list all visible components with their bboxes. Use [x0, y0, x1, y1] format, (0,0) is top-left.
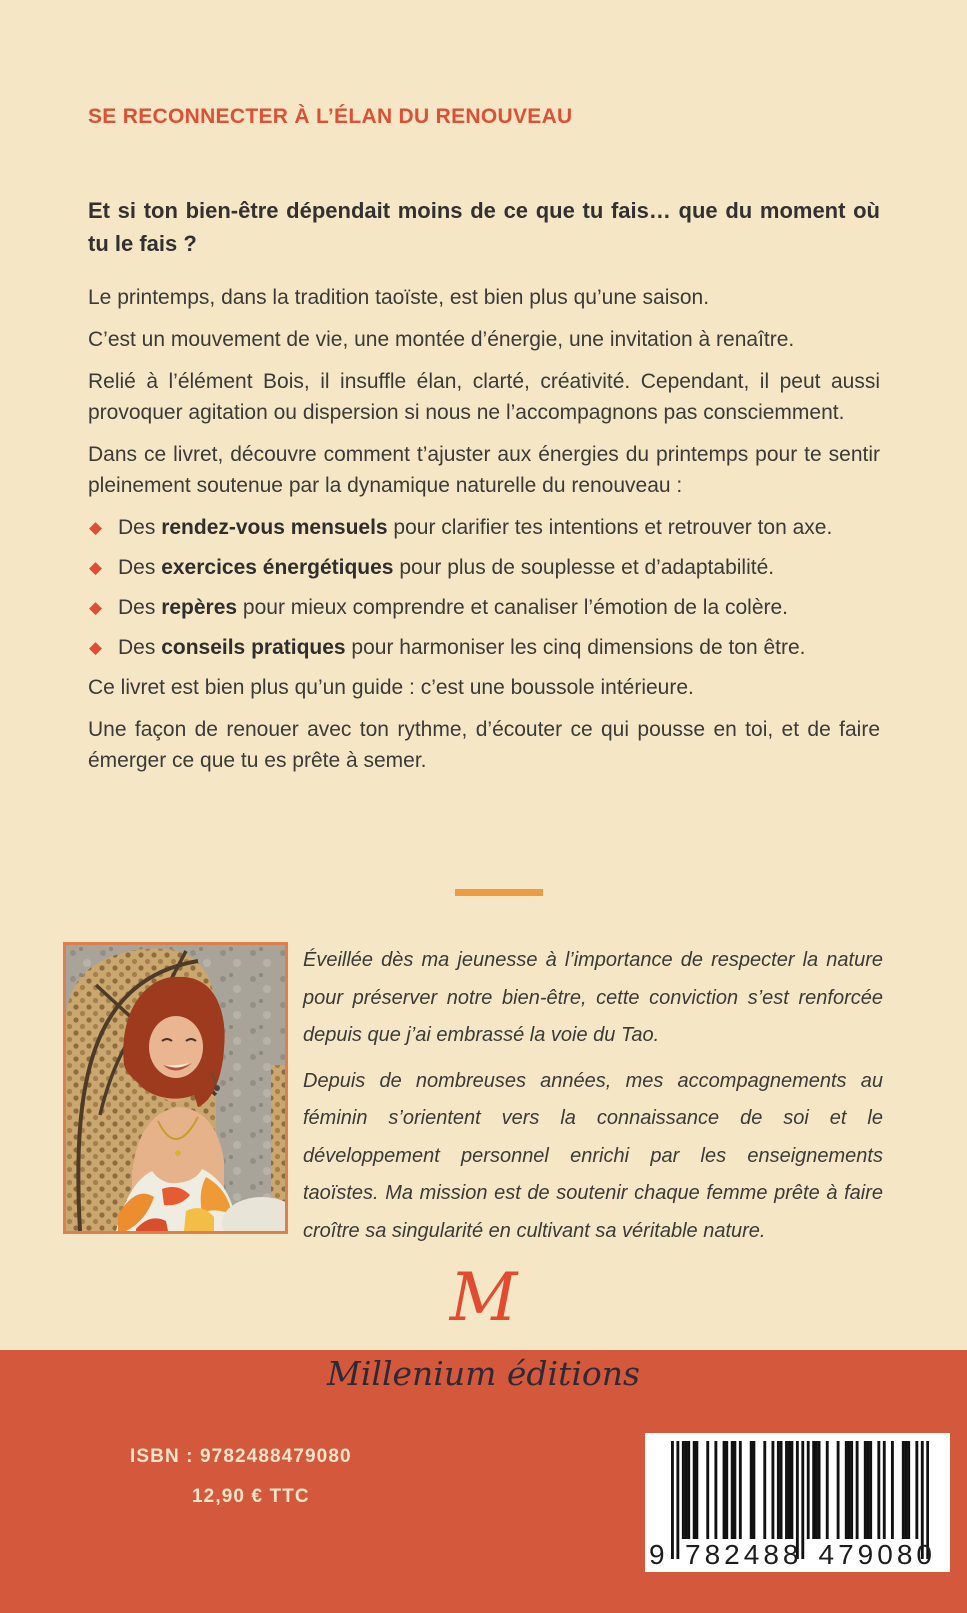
paragraph: Le printemps, dans la tradition taoïste, est bien plus qu’une saison. — [88, 286, 710, 309]
diamond-bullet-icon: ◆ — [89, 598, 103, 617]
feature-text-pre: Des — [118, 596, 162, 619]
author-photo — [63, 942, 288, 1234]
feature-text-post: pour mieux comprendre et canaliser l’émotion de la colère. — [237, 596, 789, 619]
feature-item — [88, 552, 880, 583]
paragraph: Dans ce livret, découvre comment t’ajuster aux énergies du printemps pour te sentir pleinement soutenue par la dynamique naturelle du renouveau : — [88, 443, 880, 497]
feature-text-pre: Des — [118, 556, 162, 579]
feature-text-pre: Des — [118, 636, 162, 659]
paragraph: Une façon de renouer avec ton rythme, d’écouter ce qui pousse en toi, et de faire émerger ce que tu es prête à semer. — [88, 718, 880, 772]
feature-text-post: pour clarifier tes intentions et retrouver ton axe. — [387, 516, 833, 539]
price-text: 12,90 € TTC — [192, 1486, 310, 1507]
isbn-text: ISBN : 9782488479080 — [130, 1446, 352, 1467]
feature-text-bold: conseils pratiques — [161, 636, 346, 659]
diamond-bullet-icon: ◆ — [89, 638, 103, 657]
barcode-digit-group: 9 — [649, 1539, 665, 1570]
feature-text-post: pour plus de souplesse et d’adaptabilité. — [393, 556, 775, 579]
publisher-band — [0, 1350, 967, 1613]
author-bio — [303, 942, 883, 1258]
feature-text-bold: rendez-vous mensuels — [161, 516, 388, 539]
barcode-digit-group: 479080 — [818, 1539, 936, 1570]
paragraph: C’est un mouvement de vie, une montée d’énergie, une invitation à renaître. — [88, 328, 795, 351]
author-section — [63, 942, 883, 1258]
feature-text-bold: exercices énergétiques — [161, 556, 394, 579]
paragraph: Relié à l’élément Bois, il insuffle élan, clarté, créativité. Cependant, il peut aussi provoquer agitation ou dispersion si nous ne l’accompagnons pas consciemment. — [88, 370, 880, 424]
hook-question: Et si ton bien-être dépendait moins de ce que tu fais… que du moment où tu le fais ? — [88, 198, 880, 256]
paragraph: Ce livret est bien plus qu’un guide : c’est une boussole intérieure. — [88, 676, 694, 699]
barcode — [645, 1433, 950, 1572]
diamond-bullet-icon: ◆ — [89, 558, 103, 577]
barcode-digits — [649, 1540, 944, 1570]
feature-list — [88, 512, 880, 663]
diamond-bullet-icon: ◆ — [89, 518, 103, 537]
author-photo-illustration — [66, 945, 285, 1231]
author-bio-paragraph: Depuis de nombreuses années, mes accompagnements au féminin s’orientent vers la connaissance de soi et le développement personnel enrichi par les enseignements taoïstes. Ma mission est de soutenir chaque femme prête à faire croître sa singularité en cultivant sa véritable nature. — [303, 1069, 883, 1242]
barcode-digit-group: 782488 — [685, 1539, 803, 1570]
author-bio-paragraph: Éveillée dès ma jeunesse à l’importance de respecter la nature pour préserver notre bien-être, cette conviction s’est renforcée depuis que j’ai embrassé la voie du Tao. — [303, 949, 883, 1046]
back-cover-copy — [88, 194, 880, 787]
section-divider — [455, 889, 543, 896]
feature-item — [88, 592, 880, 623]
feature-item — [88, 512, 880, 543]
feature-text-pre: Des — [118, 516, 162, 539]
feature-text-post: pour harmoniser les cinq dimensions de ton être. — [345, 636, 806, 659]
publisher-logo-m: M — [449, 1259, 518, 1336]
publisher-name: Millenium éditions — [327, 1354, 640, 1393]
back-cover-tagline: SE RECONNECTER À L’ÉLAN DU RENOUVEAU — [88, 105, 573, 128]
feature-item — [88, 632, 880, 663]
feature-text-bold: repères — [161, 596, 238, 619]
